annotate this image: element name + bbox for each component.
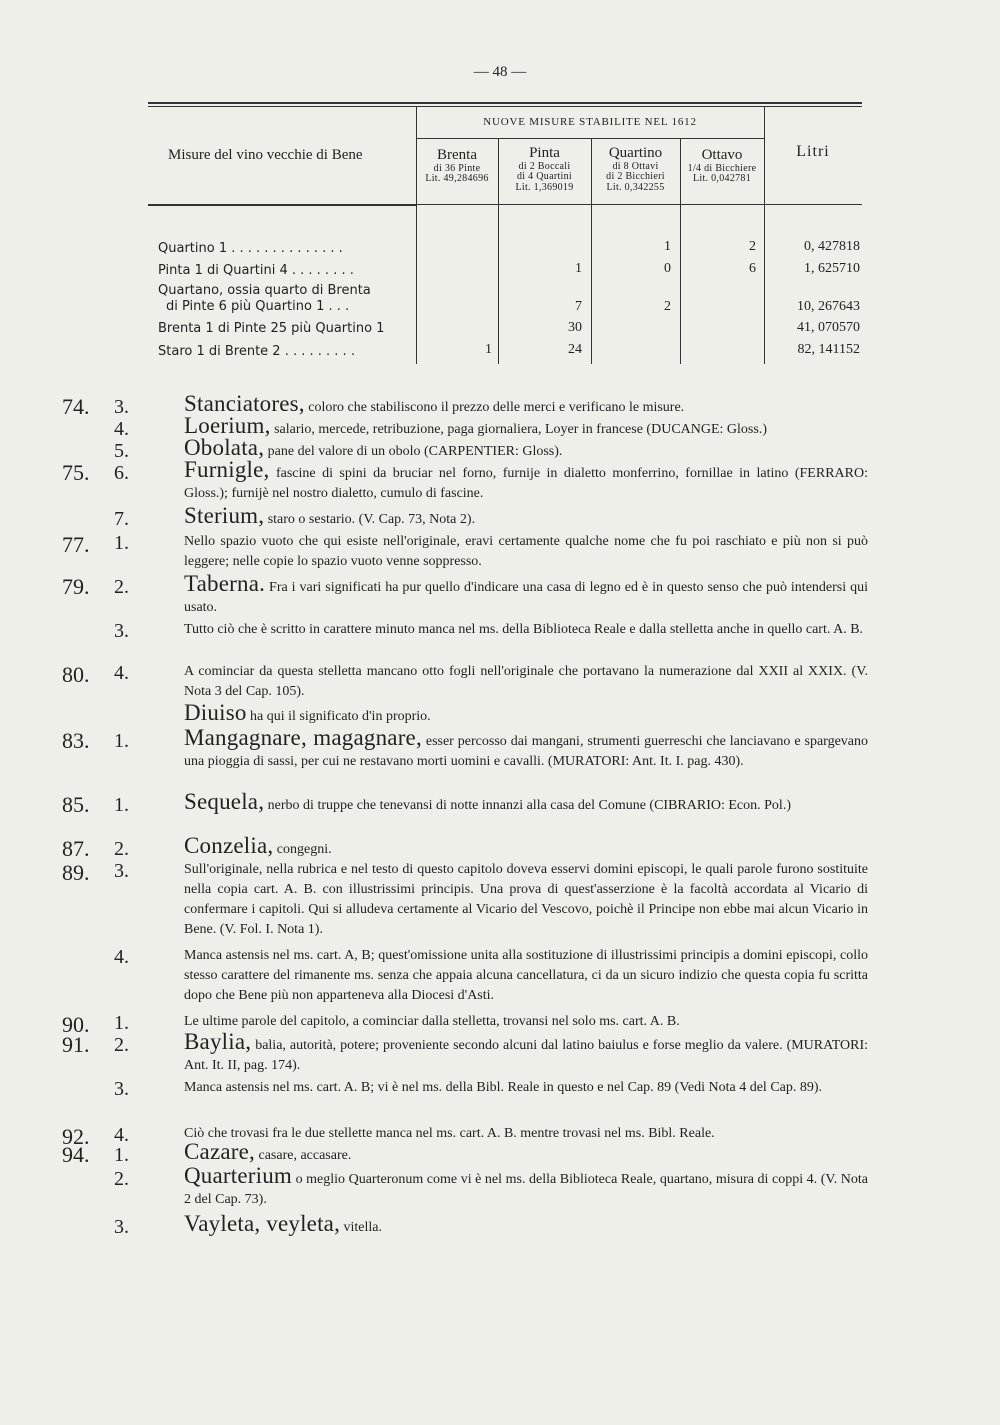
table-header-rule-left (148, 204, 416, 206)
col-header-brenta: Brenta di 36 Pinte Lit. 49,284696 (425, 147, 489, 185)
table-top-rule (148, 102, 862, 104)
measures-table: Misure del vino vecchie di Bene NUOVE MISURE STABILITE NEL 1612 Litri Brenta di 36 Pinte Lit. 49,284696 Pinta di 2 Boccali di 4 Quartini Lit. 1,369019 Quartino di 8 Ottavi di 2 Bicchieri Lit. 0,342255 Ottavo 1/4 di Bicchiere Lit. 0,042781 Quartino 1 . . . . . . . . . . . . . . 1 2 0, 427818 Pinta 1 di Quartini 4 . . . . . . . . 1 0 6 1, 625710 Quartano, ossia quarto di Brenta di Pinte 6 più Quartino 1 . . . 7 2 10, 267643 Brenta 1 di Pinte 25 più Quartino 1 30 41, 070570 Staro 1 di Brente 2 . . . . . . . . . 1 24 82, 141152 (148, 102, 862, 366)
col-header-quartino: Quartino di 8 Ottavi di 2 Bicchieri Lit. 0,342255 (606, 145, 665, 193)
litri-header: Litri (796, 143, 830, 160)
page-number: — 48 — (473, 64, 527, 80)
table-top-rule-thin (148, 106, 862, 107)
col-divider (416, 107, 417, 364)
page: — 48 — Misure del vino vecchie di Bene NUOVE MISURE STABILITE NEL 1612 Litri Brenta di 36 Pinte Lit. 49,284696 Pinta di 2 Boccali di 4 Quartini Lit. 1,369019 Quartino di 8 Ottavi di 2 Bicchieri Lit. 0,342255 Ottavo 1/4 di Bicchiere Lit. 0,042781 Quartino 1 . . . . . . . . . . . . . . 1 2 0, 427818 Pinta 1 di Quartini 4 . . . . . . . . 1 0 6 1, 625710 Quartano, ossia quarto di Brenta di Pinte 6 più Quartino 1 . . . 7 2 10, 267643 Brenta 1 di Pinte 25 più Quartino 1 30 41, 070570 Staro 1 di Brente 2 . . . . . . . . . 1 24 82, 141152 74. 3. Stanciatores, coloro che stabiliscono il prezzo delle merci e verificano le misure. 4. Loerium, salario, mercede, retribuzione, paga giornaliera, Loyer in francese (DUCANGE: Gloss.) 5. Obolata, pane del valore di un obolo (CARPENTIER: Gloss). 75. 6. Furnigle, fascine di spini da bruciar nel forno, furnije in dialetto monferrino, fornillae in latino (FERRARO: Gloss.); furnijè nel nostro dialetto, cumulo di fascine. 7. Sterium, staro o sestario. (V. Cap. 73, Nota 2). 77. 1. Nello spazio vuoto che qui esiste nell'originale, eravi certamente qualche nome che fu poi raschiato e più non si può leggere; nelle copie lo spazio vuoto venne soppresso. 79. 2. Taberna. Fra i vari significati ha pur quello d'indicare una casa di legno ed è in questo senso che può intendersi qui usato. 3. Tutto ciò che è scritto in carattere minuto manca nel ms. della Biblioteca Reale e dalla stelletta anche in quello cart. A. B. 80. 4. A cominciar da questa stelletta mancano otto fogli nell'originale che portavano la numerazione dal XXII al XXIX. (V. Nota 3 del Cap. 105). Diuiso ha qui il significato d'in proprio. 83. 1. Mangagnare, magagnare, esser percosso dai mangani, strumenti guerreschi che lanciavano e spargevano una pioggia di sassi, per cui ne restavano morti uomini e cavalli. (MURATORI: Ant. It. I. pag. 430). 85. 1. Sequela, nerbo di truppe che tenevansi di notte innanzi alla casa del Comune (CIBRARIO: Econ. Pol.) 87. 2. Conzelia, congegni. 89. 3. Sull'originale, nella rubrica e nel testo di questo capitolo doveva esservi domini episcopi, le quali parole furono sostituite nella copia cart. A. B. con illustrissimi principis. Una prova di quest'asserzione è la facoltà accordata al Vicario di confermare i capitoli. Qui si alludeva certamente al Vicario del Vescovo, poichè il Principe non ebbe mai alcun Vicario in Bene. (V. Fol. I. Nota 1). 4. Manca astensis nel ms. cart. A, B; quest'omissione unita alla sostituzione di illustrissimi principis a domini episcopi, collo stesso carattere del rimanente ms. senza che appaia alcuna cancellatura, ci da un sicuro indizio che questa copia fu scritta dopo che Bene più non apparteneva alla Diocesi d'Asti. 90. 1. Le ultime parole del capitolo, a cominciar dalla stelletta, trovansi nel solo ms. cart. A. B. 91. 2. Baylia, balia, autorità, potere; proveniente secondo alcuni dal latino baiulus e forse meglio da valere. (MURATORI: Ant. It. II, pag. 174). 3. Manca astensis nel ms. cart. A. B; vi è nel ms. della Bibl. Reale in questo e nel Cap. 89 (Vedi Nota 4 del Cap. 89). 92. 4. Ciò che trovasi fra le due stellette manca nel ms. cart. A. B. mentre trovasi nel ms. Bibl. Reale. 94. 1. Cazare, casare, accasare. 2. Quarterium o meglio Quarteronum come vi è nel ms. della Biblioteca Reale, quartano, misura di coppi 4. (V. Nota 2 del Cap. 73). 3. Vayleta, veyleta, vitella. (0, 0, 1000, 1425)
group-header-rule (416, 138, 764, 139)
col-header-pinta: Pinta di 2 Boccali di 4 Quartini Lit. 1,369019 (515, 145, 574, 193)
left-header: Misure del vino vecchie di Bene (168, 147, 363, 163)
col-header-ottavo: Ottavo 1/4 di Bicchiere Lit. 0,042781 (687, 147, 757, 185)
group-header: NUOVE MISURE STABILITE NEL 1612 (483, 116, 697, 128)
table-header-rule-right (416, 204, 862, 205)
